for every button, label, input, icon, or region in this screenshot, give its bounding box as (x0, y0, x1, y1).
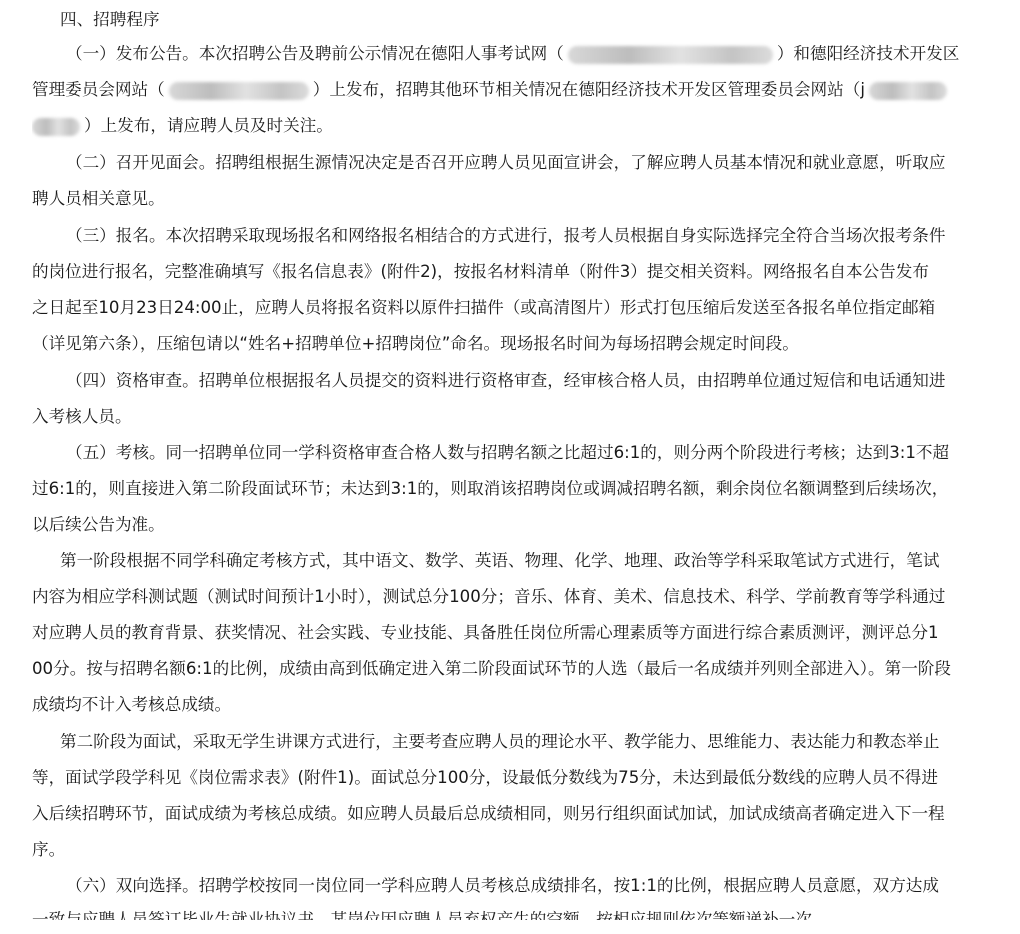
paragraph-line: （详见第六条），压缩包请以“姓名+招聘单位+招聘岗位”命名。现场报名时间为每场招聘会规定时间段。 (32, 334, 799, 353)
page-crop-edge (0, 920, 1020, 934)
paragraph-line: 入后续招聘环节，面试成绩为考核总成绩。如应聘人员最后总成绩相同，则另行组织面试加试，加试成绩高者确定进入下一程 (32, 804, 945, 823)
paragraph-line: （四）资格审查。招聘单位根据报名人员提交的资料进行资格审查，经审核合格人员，由招聘单位通过短信和电话通知进 (66, 371, 946, 390)
paragraph-line: 之日起至10月23日24:00止，应聘人员将报名资料以原件扫描件（或高清图片）形式打包压缩后发送至各报名单位指定邮箱 (32, 298, 936, 317)
paragraph-line: 等，面试学段学科见《岗位需求表》(附件1)。面试总分100分，设最低分数线为75分，未达到最低分数线的应聘人员不得进 (32, 768, 938, 787)
paragraph-line (32, 72, 1002, 108)
paragraph-line: 的岗位进行报名，完整准确填写《报名信息表》(附件2)，按报名材料清单（附件3）提交相关资料。网络报名自本公告发布 (32, 262, 929, 281)
redacted-url (869, 82, 947, 100)
paragraph-line: 聘人员相关意见。 (32, 189, 165, 208)
paragraph-line: （二）召开见面会。招聘组根据生源情况决定是否召开应聘人员见面宣讲会，了解应聘人员基本情况和就业意愿，听取应 (66, 153, 946, 172)
redacted-url (32, 118, 80, 136)
paragraph-line: 成绩均不计入考核总成绩。 (32, 695, 232, 714)
paragraph-text: ）上发布，请应聘人员及时关注。 (84, 116, 333, 135)
paragraph-line: 入考核人员。 (32, 407, 132, 426)
redacted-url (169, 82, 309, 100)
paragraph-line: 过6:1的，则直接进入第二阶段面试环节；未达到3:1的，则取消该招聘岗位或调减招聘名额，剩余岗位名额调整到后续场次， (32, 479, 949, 498)
paragraph-line: （五）考核。同一招聘单位同一学科资格审查合格人数与招聘名额之比超过6:1的，则分两个阶段进行考核；达到3:1不超 (66, 443, 950, 462)
paragraph-line: 第一阶段根据不同学科确定考核方式，其中语文、数学、英语、物理、化学、地理、政治等学科采取笔试方式进行，笔试 (60, 551, 940, 570)
paragraph-line: （三）报名。本次招聘采取现场报名和网络报名相结合的方式进行，报考人员根据自身实际选择完全符合当场次报考条件 (66, 226, 946, 245)
section-title: 四、招聘程序 (60, 10, 160, 29)
paragraph-line (66, 36, 1000, 72)
paragraph-text: ）上发布，招聘其他环节相关情况在德阳经济技术开发区管理委员会网站（j (312, 80, 865, 99)
paragraph-line: 内容为相应学科测试题（测试时间预计1小时），测试总分100分；音乐、体育、美术、信息技术、科学、学前教育等学科通过 (32, 587, 946, 606)
paragraph-text: （一）发布公告。本次招聘公告及聘前公示情况在德阳人事考试网（ (66, 44, 564, 63)
redacted-url (568, 46, 773, 64)
paragraph-line: 以后续公告为准。 (32, 515, 165, 534)
paragraph-line (32, 108, 1002, 144)
paragraph-line: 第二阶段为面试，采取无学生讲课方式进行，主要考查应聘人员的理论水平、教学能力、思维能力、表达能力和教态举止 (60, 732, 940, 751)
paragraph-line: （六）双向选择。招聘学校按同一岗位同一学科应聘人员考核总成绩排名，按1:1的比例，根据应聘人员意愿，双方达成 (66, 876, 939, 895)
paragraph-line: 00分。按与招聘名额6:1的比例，成绩由高到低确定进入第二阶段面试环节的人选（最后一名成绩并列则全部进入）。第一阶段 (32, 659, 951, 678)
paragraph-text: 管理委员会网站（ (32, 80, 165, 99)
paragraph-text: ）和德阳经济技术开发区 (776, 44, 960, 63)
paragraph-line: 序。 (32, 840, 66, 859)
paragraph-line: 对应聘人员的教育背景、获奖情况、社会实践、专业技能、具备胜任岗位所需心理素质等方面进行综合素质测评，测评总分1 (32, 623, 939, 642)
